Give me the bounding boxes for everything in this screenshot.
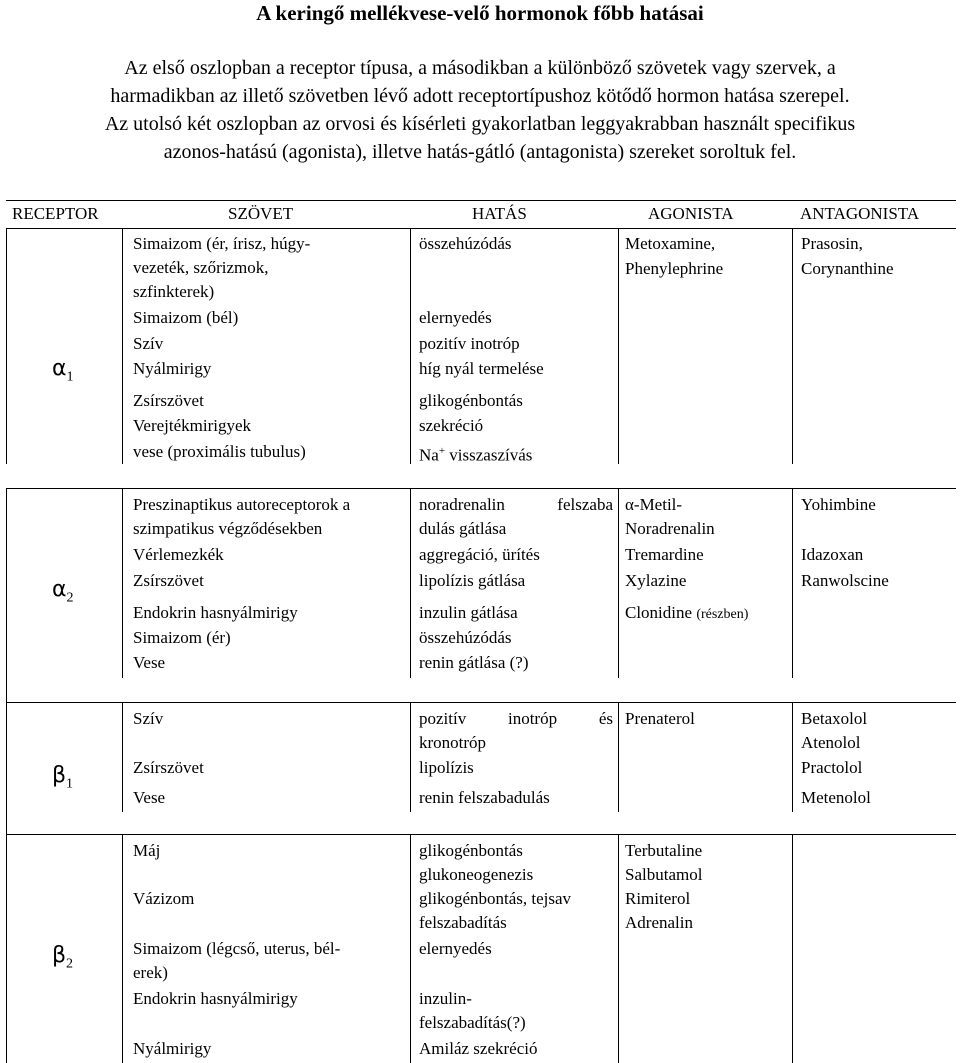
tissue-column bbox=[122, 835, 410, 1063]
effect-cell: renin gátlása (?) bbox=[419, 653, 529, 672]
agonist-cell: Salbutamol bbox=[625, 865, 703, 884]
tissue-cell: Simaizom (bél) bbox=[133, 308, 239, 327]
intro-line: Az első oszlopban a receptor típusa, a másodikban a különböző szövetek vagy szervek, a bbox=[124, 57, 836, 79]
agonist-column bbox=[618, 835, 792, 1063]
antagonist-column bbox=[792, 835, 956, 1063]
tissue-cell: Preszinaptikus autoreceptorok a bbox=[133, 495, 351, 514]
effect-column bbox=[410, 703, 618, 812]
receptor-beta1: $\beta_1$ bbox=[52, 763, 74, 792]
antagonist-cell: Practolol bbox=[801, 758, 863, 777]
agonist-cell: Noradrenalin bbox=[625, 519, 715, 538]
effect-cell: elernyedés bbox=[419, 308, 492, 327]
effect-cell: összehúzódás bbox=[419, 234, 512, 253]
agonist-cell: Rimiterol bbox=[625, 889, 691, 908]
group-beta2 bbox=[6, 835, 956, 1063]
intro-paragraph bbox=[40, 54, 920, 166]
tissue-cell: Nyálmirigy bbox=[133, 359, 212, 378]
effect-cell: renin felszabadulás bbox=[419, 788, 550, 807]
antagonist-column bbox=[792, 228, 956, 464]
effect-cell: glukoneogenezis bbox=[419, 865, 534, 884]
antagonist-cell: Yohimbine bbox=[801, 495, 876, 514]
group-beta1 bbox=[6, 703, 956, 812]
effect-cell: felszabadítás bbox=[419, 913, 507, 932]
effect-cell: glikogénbontás bbox=[419, 391, 523, 410]
antagonist-cell: Atenolol bbox=[801, 733, 861, 752]
tissue-column bbox=[122, 228, 410, 464]
tissue-cell: Zsírszövet bbox=[133, 391, 204, 410]
effect-cell: glikogénbontás, tejsav bbox=[419, 889, 572, 908]
antagonist-cell: Betaxolol bbox=[801, 709, 868, 728]
tissue-cell: Verejtékmirigyek bbox=[133, 416, 252, 435]
tissue-cell: Vese bbox=[133, 653, 166, 672]
agonist-cell: Metoxamine, bbox=[625, 234, 716, 253]
effect-cell: lipolízis bbox=[419, 758, 474, 777]
effect-cell: inzulin- bbox=[419, 989, 472, 1008]
tissue-cell: erek) bbox=[133, 963, 168, 982]
intro-line: Az utolsó két oszlopban az orvosi és kísérleti gyakorlatban leggyakrabban használt specifikus bbox=[104, 113, 856, 135]
group-alpha1 bbox=[6, 228, 956, 464]
header-antagonista: ANTAGONISTA bbox=[800, 204, 920, 223]
header-receptor: RECEPTOR bbox=[12, 204, 99, 223]
group-alpha2 bbox=[6, 489, 956, 678]
agonist-cell: Phenylephrine bbox=[625, 259, 724, 278]
agonist-cell: Prenaterol bbox=[625, 709, 695, 728]
effect-cell: kronotróp bbox=[419, 733, 487, 752]
effect-cell: elernyedés bbox=[419, 939, 492, 958]
antagonist-cell: Corynanthine bbox=[801, 259, 894, 278]
tissue-cell: vese (proximális tubulus) bbox=[133, 442, 306, 461]
antagonist-cell: Metenolol bbox=[801, 788, 871, 807]
antagonist-cell: Ranwolscine bbox=[801, 571, 889, 590]
tissue-cell: Endokrin hasnyálmirigy bbox=[133, 603, 298, 622]
intro-line: azonos-hatású (agonista), illetve hatás-gátló (antagonista) szereket soroltuk fel. bbox=[163, 141, 797, 163]
effect-cell: inzulin gátlása bbox=[419, 603, 518, 622]
tissue-cell: szimpatikus végződésekben bbox=[133, 519, 323, 538]
effect-column bbox=[410, 489, 618, 678]
effect-column bbox=[410, 835, 618, 1063]
effect-column bbox=[410, 228, 618, 464]
tissue-cell: Endokrin hasnyálmirigy bbox=[133, 989, 298, 1008]
tissue-cell: Zsírszövet bbox=[133, 571, 204, 590]
effect-cell: felszabadítás(?) bbox=[419, 1013, 526, 1032]
intro-line: harmadikban az illető szövetben lévő adott receptortípushoz kötődő hormon hatása szerepel. bbox=[110, 85, 850, 107]
header-hatas: HATÁS bbox=[472, 204, 527, 223]
antagonist-column bbox=[792, 703, 956, 812]
effect-cell: aggregáció, ürítés bbox=[419, 545, 540, 564]
header-agonista: AGONISTA bbox=[648, 204, 734, 223]
tissue-cell: Vérlemezkék bbox=[133, 545, 224, 564]
effect-cell: Na+ visszaszívás bbox=[419, 445, 533, 465]
agonist-cell: Clonidine (részben) bbox=[625, 603, 749, 622]
agonist-cell: Adrenalin bbox=[625, 913, 693, 932]
tissue-column bbox=[122, 703, 410, 812]
tissue-cell: Simaizom (ér, írisz, húgy- bbox=[133, 234, 311, 253]
tissue-cell: Nyálmirigy bbox=[133, 1039, 212, 1058]
receptor-beta2: $\beta_2$ bbox=[52, 943, 74, 972]
tissue-cell: szfinkterek) bbox=[133, 282, 215, 301]
receptor-alpha1: $\alpha_1$ bbox=[52, 356, 74, 385]
agonist-cell: Tremardine bbox=[625, 545, 704, 564]
antagonist-column bbox=[792, 489, 956, 678]
tissue-cell: Szív bbox=[133, 334, 164, 353]
antagonist-cell: Prasosin, bbox=[801, 234, 863, 253]
agonist-cell: Terbutaline bbox=[625, 841, 703, 860]
effect-cell: pozitív inotróp és bbox=[419, 709, 613, 728]
effect-cell: Amiláz szekréció bbox=[419, 1039, 538, 1058]
tissue-cell: Máj bbox=[133, 841, 161, 860]
agonist-column bbox=[618, 703, 792, 812]
antagonist-cell: Idazoxan bbox=[801, 545, 864, 564]
effect-cell: dulás gátlása bbox=[419, 519, 507, 538]
effect-cell: összehúzódás bbox=[419, 628, 512, 647]
effect-cell: noradrenalin felszaba bbox=[419, 495, 613, 514]
effect-cell: glikogénbontás bbox=[419, 841, 523, 860]
agonist-column bbox=[618, 489, 792, 678]
agonist-cell: α-Metil- bbox=[625, 495, 683, 514]
effect-cell: pozitív inotróp bbox=[419, 334, 520, 353]
agonist-cell: Xylazine bbox=[625, 571, 687, 590]
tissue-cell: Simaizom (légcső, uterus, bél- bbox=[133, 939, 341, 958]
agonist-column bbox=[618, 228, 792, 464]
tissue-cell: Simaizom (ér) bbox=[133, 628, 231, 647]
tissue-cell: Vázizom bbox=[133, 889, 195, 908]
tissue-cell: Szív bbox=[133, 709, 164, 728]
effect-cell: híg nyál termelése bbox=[419, 359, 544, 378]
effect-cell: lipolízis gátlása bbox=[419, 571, 526, 590]
tissue-cell: vezeték, szőrizmok, bbox=[133, 258, 269, 277]
table-header bbox=[6, 200, 956, 229]
effect-cell: szekréció bbox=[419, 416, 484, 435]
receptor-alpha2: $\alpha_2$ bbox=[52, 577, 74, 606]
tissue-cell: Zsírszövet bbox=[133, 758, 204, 777]
tissue-cell: Vese bbox=[133, 788, 166, 807]
page-title: A keringő mellékvese-velő hormonok főbb hatásai bbox=[256, 1, 704, 25]
header-szovet: SZÖVET bbox=[228, 204, 294, 223]
tissue-column bbox=[122, 489, 410, 678]
